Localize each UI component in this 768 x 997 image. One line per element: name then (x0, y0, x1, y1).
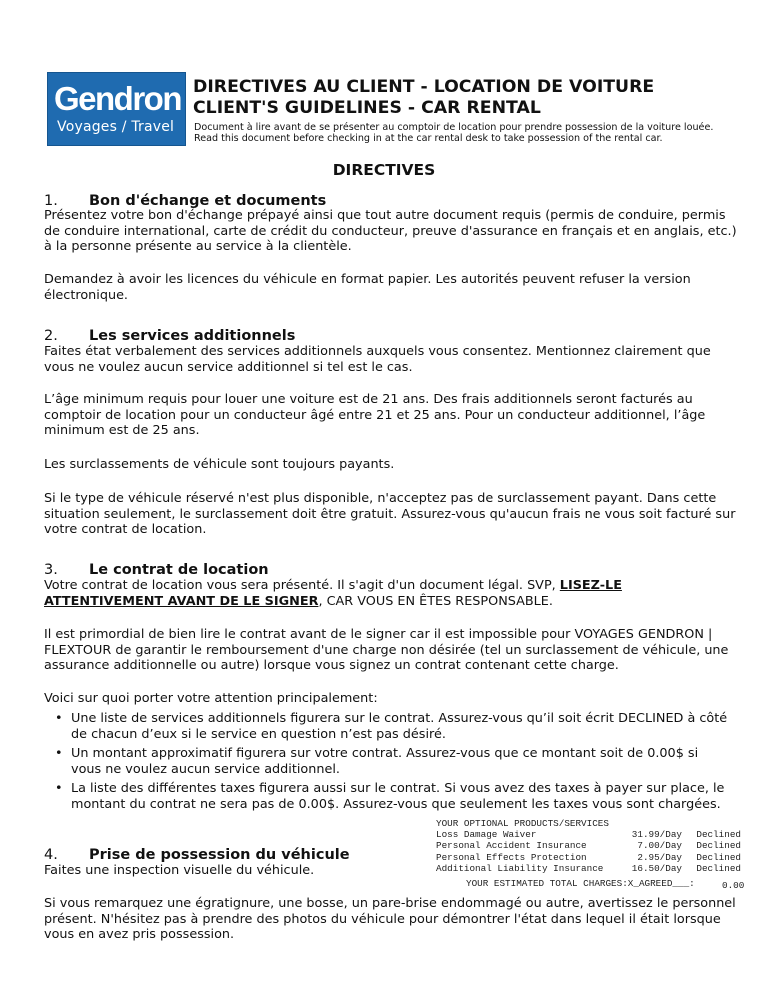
emphasis-warning: LISEZ-LE ATTENTIVEMENT AVANT DE LE SIGNER (44, 578, 622, 609)
product-name: Additional Liability Insurance (436, 862, 604, 874)
list-item (44, 781, 731, 812)
contract-warning-paragraph (44, 578, 744, 609)
section-title: Prise de possession du véhicule (89, 847, 350, 863)
paragraph: Voici sur quoi porter votre attention principalement: (44, 691, 378, 706)
header-note-en: Read this document before checking in at the car rental desk to take possession of the rental car. (194, 133, 663, 144)
list-item-text: Une liste de services additionnels figurera sur le contrat. Assurez-vous qu’il soit écrit DECLINED à côté de chacun d’eux si le service en question n’est pas désiré. (71, 711, 728, 742)
product-name: Personal Accident Insurance (436, 840, 587, 852)
section-3-heading (44, 561, 269, 579)
section-number: 1. (44, 193, 58, 209)
section-title: Bon d'échange et documents (89, 193, 327, 209)
product-name: Loss Damage Waiver (436, 829, 537, 841)
section-number: 2. (44, 328, 58, 344)
section-4-heading (44, 846, 350, 864)
paragraph: Il est primordial de bien lire le contrat avant de le signer car il est impossible pour VOYAGES GENDRON | FLEXTOUR de garantir le remboursement d'une charge non désirée (tel un surclassement de véhicule, une assurance additionnelle ou autre) lorsque vous signez un contrat contenant cette charge. (44, 627, 729, 674)
paragraph: Présentez votre bon d'échange prépayé ainsi que tout autre document requis (permis de conduire, permis de conduire international, carte de crédit du conducteur, preuve d'assurance en français et en anglais, etc.) à la personne présente au service à la clientèle. (44, 208, 737, 255)
product-price: 31.99/Day (631, 829, 682, 841)
paragraph: Si le type de véhicule réservé n'est plus disponible, n'acceptez pas de surclassement payant. Dans cette situation seulement, le surclassement doit être gratuit. Assurez-vous qu'aucun frais ne vous soit facturé sur votre contrat de location. (44, 491, 736, 538)
product-price: 7.00/Day (637, 840, 682, 852)
header-title-en: CLIENT'S GUIDELINES - CAR RENTAL (193, 98, 541, 118)
bullet-icon: • (55, 746, 63, 761)
receipt-header-row (436, 818, 746, 829)
paragraph: Les surclassements de véhicule sont toujours payants. (44, 457, 395, 472)
receipt-row (436, 852, 746, 863)
page-title: DIRECTIVES (332, 161, 436, 179)
receipt-total-label: YOUR ESTIMATED TOTAL CHARGES:X_AGREED___: (466, 878, 695, 889)
receipt-total-value: 0.00 (722, 880, 745, 891)
list-item (44, 746, 731, 777)
product-status: Declined (696, 851, 741, 863)
paragraph: Faites une inspection visuelle du véhicule. (44, 863, 315, 878)
list-item (44, 711, 731, 742)
logo-tagline: Voyages / Travel (57, 119, 175, 135)
receipt-row (436, 829, 746, 840)
product-status: Declined (696, 862, 741, 874)
section-title: Le contrat de location (89, 562, 269, 578)
bullet-icon: • (55, 711, 63, 726)
product-price: 2.95/Day (637, 851, 682, 863)
bullet-icon: • (55, 781, 63, 796)
product-price: 16.50/Day (631, 862, 682, 874)
product-status: Declined (696, 829, 741, 841)
logo-brand: Gendron (54, 80, 181, 117)
paragraph: Faites état verbalement des services additionnels auxquels vous consentez. Mentionnez clairement que vous ne voulez aucun service additionnel si tel est le cas. (44, 344, 711, 375)
text-run: , CAR VOUS EN ÊTES RESPONSABLE. (318, 593, 553, 609)
paragraph: Si vous remarquez une égratignure, une bosse, un pare-brise endommagé ou autre, avertissez le personnel présent. N'hésitez pas à prendre des photos du véhicule pour démontrer l'état dans lequel il était lorsque vous en avez pris possession. (44, 896, 736, 943)
receipt-row (436, 840, 746, 851)
list-item-text: Un montant approximatif figurera sur votre contrat. Assurez-vous que ce montant soit de 0.00$ si vous ne voulez aucun service additionnel. (71, 746, 699, 777)
section-number: 4. (44, 847, 58, 863)
section-number: 3. (44, 562, 58, 578)
section-title: Les services additionnels (89, 328, 296, 344)
receipt-header: YOUR OPTIONAL PRODUCTS/SERVICES (436, 818, 609, 829)
header-title-fr: DIRECTIVES AU CLIENT - LOCATION DE VOITURE (193, 77, 655, 97)
section-2-heading (44, 327, 295, 345)
text-run: Votre contrat de location vous sera présenté. Il s'agit d'un document légal. SVP, (44, 578, 560, 593)
header-note-fr: Document à lire avant de se présenter au comptoir de location pour prendre possession de la voiture louée. (194, 122, 714, 133)
paragraph: L’âge minimum requis pour louer une voiture est de 21 ans. Des frais additionnels seront facturés au comptoir de location pour un conducteur âgé entre 21 et 25 ans. Pour un conducteur additionnel, l’âge minimum est de 25 ans. (44, 392, 706, 439)
paragraph: Demandez à avoir les licences du véhicule en format papier. Les autorités peuvent refuser la version électronique. (44, 272, 691, 303)
list-item-text: La liste des différentes taxes figurera aussi sur le contrat. Si vous avez des taxes à payer sur place, le montant du contrat ne sera pas de 0.00$. Assurez-vous que seulement les taxes vous sont chargées. (71, 781, 725, 812)
product-status: Declined (696, 840, 741, 852)
gendron-logo (47, 72, 186, 146)
product-name: Personal Effects Protection (436, 851, 587, 863)
